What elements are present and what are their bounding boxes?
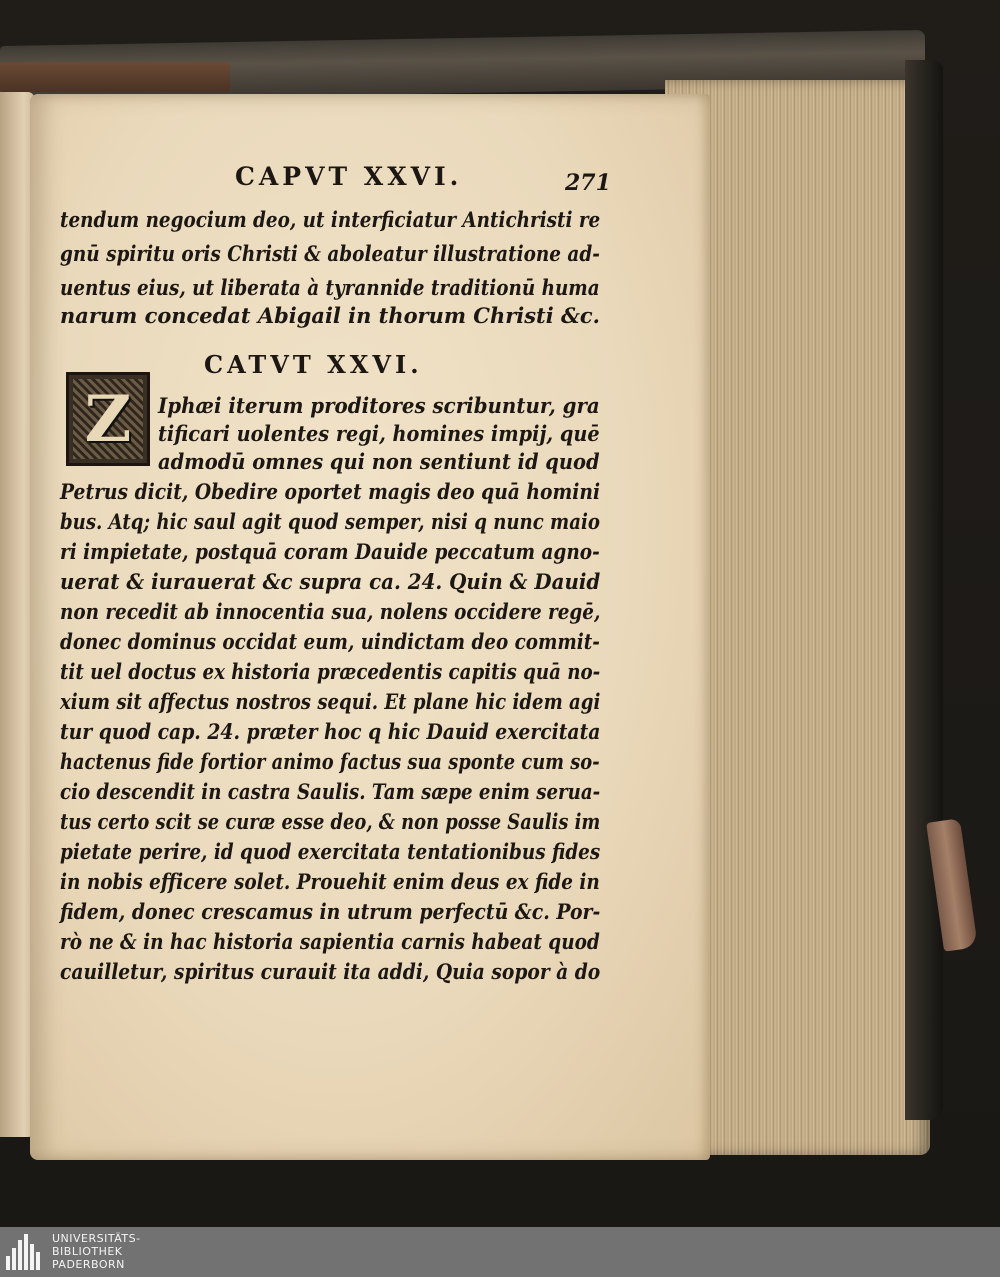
text-line: hactenus fide fortior animo factus sua sponte cum so- (60, 750, 600, 775)
text-line: ri impietate, postquā coram Dauide peccatum agno- (60, 540, 600, 565)
library-footer-bar (0, 1227, 1000, 1277)
running-head: CAPVT XXVI. (235, 162, 463, 191)
text-line: donec dominus occidat eum, uindictam deo commit- (60, 630, 600, 655)
library-logo-icon (6, 1234, 44, 1270)
initial-letter: Z (84, 381, 132, 457)
spine-band (0, 62, 230, 92)
page-number: 271 (565, 170, 611, 196)
text-line: pietate perire, id quod exercitata tentationibus fides (60, 840, 601, 865)
text-line: xium sit affectus nostros sequi. Et plane hic idem agi (60, 690, 601, 715)
text-line: gnū spiritu oris Christi & aboleatur illustratione ad- (60, 242, 600, 267)
text-line: tificari uolentes regi, homines impij, quē (158, 422, 600, 447)
text-line: Iphæi iterum proditores scribuntur, gra (158, 394, 600, 419)
text-line: rò ne & in hac historia sapientia carnis habeat quod (60, 930, 600, 955)
text-line: cio descendit in castra Saulis. Tam sæpe enim serua- (60, 780, 601, 805)
library-logo-text (52, 1232, 141, 1271)
text-line: tendum negocium deo, ut interficiatur Antichristi re (60, 208, 601, 233)
text-line: tus certo scit se curæ esse deo, & non posse Saulis im (60, 810, 601, 835)
text-line: tur quod cap. 24. præter hoc q hic Dauid exercitata (60, 720, 601, 745)
text-line: Petrus dicit, Obedire oportet magis deo quā homini (60, 480, 601, 505)
text-line: fidem, donec crescamus in utrum perfectū &c. Por- (60, 900, 601, 925)
text-line: non recedit ab innocentia sua, nolens occidere regē, (60, 600, 601, 625)
text-line: cauilletur, spiritus curauit ita addi, Quia sopor à do (60, 960, 601, 985)
text-line: uentus eius, ut liberata à tyrannide traditionū huma (60, 276, 600, 301)
logo-line: UNIVERSITÄTS- (52, 1232, 141, 1245)
text-line: bus. Atq; hic saul agit quod semper, nisi q nunc maio (60, 510, 600, 535)
page-text-block (60, 94, 611, 1160)
chapter-heading: CATVT XXVI. (204, 350, 423, 379)
logo-line: BIBLIOTHEK (52, 1245, 123, 1258)
decorated-initial (66, 372, 150, 466)
text-line: uerat & iurauerat &c supra ca. 24. Quin & Dauid (60, 570, 601, 595)
text-line: in nobis efficere solet. Prouehit enim deus ex fide in (60, 870, 600, 895)
left-page-edge (0, 92, 34, 1137)
book-cover-edge (905, 60, 943, 1120)
text-line: tit uel doctus ex historia præcedentis capitis quā no- (60, 660, 601, 685)
text-line: admodū omnes qui non sentiunt id quod (158, 450, 600, 475)
text-line: narum concedat Abigail in thorum Christi &c. (60, 304, 600, 329)
logo-line: PADERBORN (52, 1258, 125, 1271)
book-page (30, 94, 710, 1160)
